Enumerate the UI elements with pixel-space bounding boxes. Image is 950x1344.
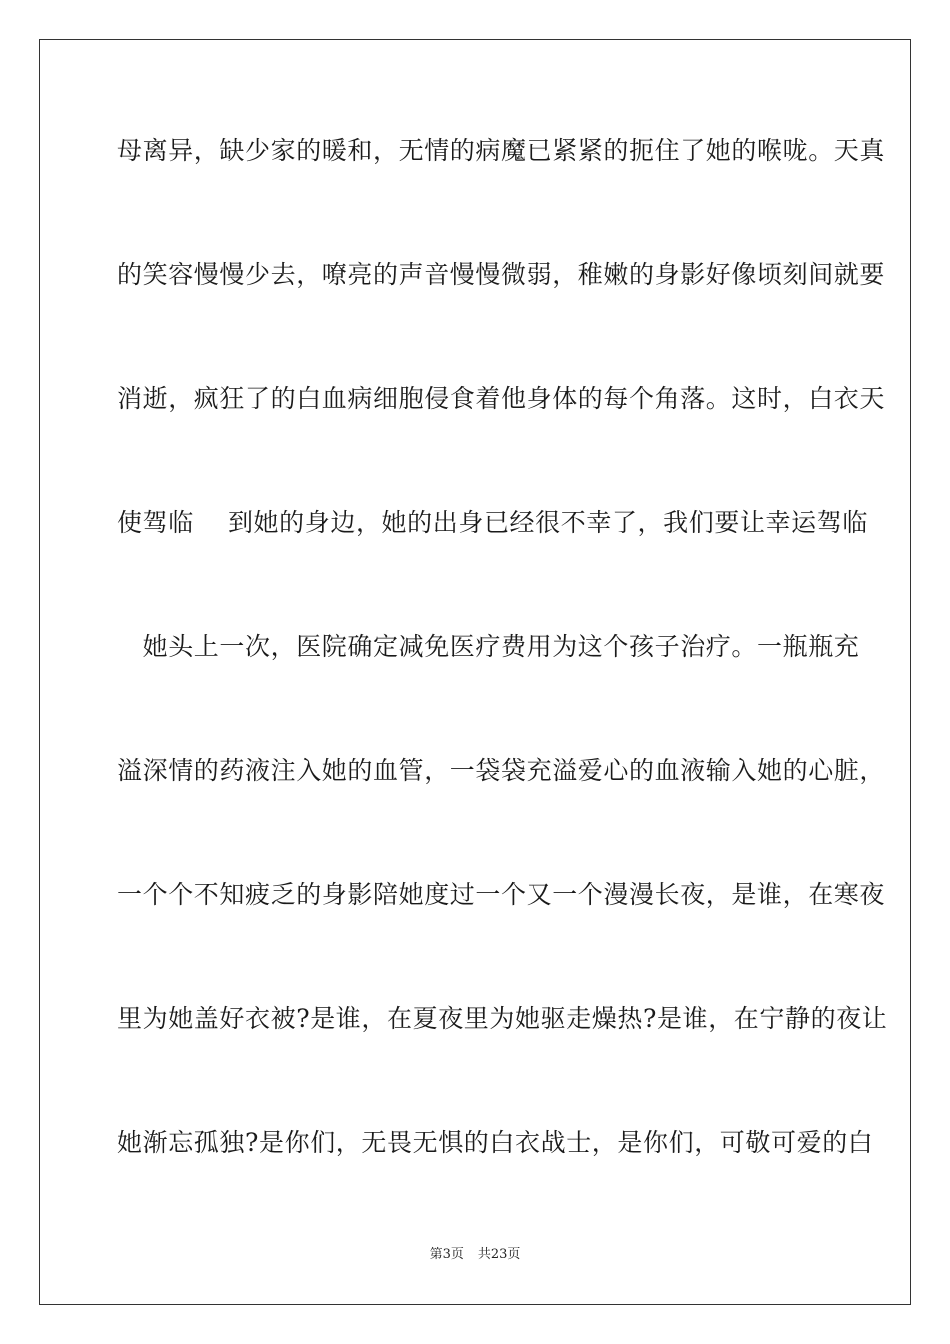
- body-text-line: 她渐忘孤独?是你们，无畏无惧的白衣战士，是你们，可敬可爱的白: [117, 1128, 874, 1157]
- page-total: 共23页: [477, 1247, 521, 1262]
- body-text-line: 里为她盖好衣被?是谁，在夏夜里为她驱走燥热?是谁，在宁静的夜让: [117, 1004, 888, 1033]
- page-footer: [0, 1247, 950, 1263]
- body-text-line: 消逝，疯狂了的白血病细胞侵食着他身体的每个角落。这时，白衣天: [117, 384, 886, 413]
- body-text-line: 的笑容慢慢少去，嘹亮的声音慢慢微弱，稚嫩的身影好像顷刻间就要: [117, 260, 886, 289]
- body-text-line: 使驾临 到她的身边，她的出身已经很不幸了，我们要让幸运驾临: [117, 508, 868, 537]
- page-number: 第3页: [429, 1247, 464, 1262]
- page-frame: [39, 39, 911, 1305]
- body-text-line: 她头上一次，医院确定减免医疗费用为这个孩子治疗。一瓶瓶充: [117, 632, 860, 661]
- body-text-line: 溢深情的药液注入她的血管，一袋袋充溢爱心的血液输入她的心脏，: [117, 756, 886, 785]
- body-text-line: 一个个不知疲乏的身影陪她度过一个又一个漫漫长夜，是谁，在寒夜: [117, 880, 886, 909]
- body-text-line: 母离异，缺少家的暖和，无情的病魔已紧紧的扼住了她的喉咙。天真: [117, 136, 886, 165]
